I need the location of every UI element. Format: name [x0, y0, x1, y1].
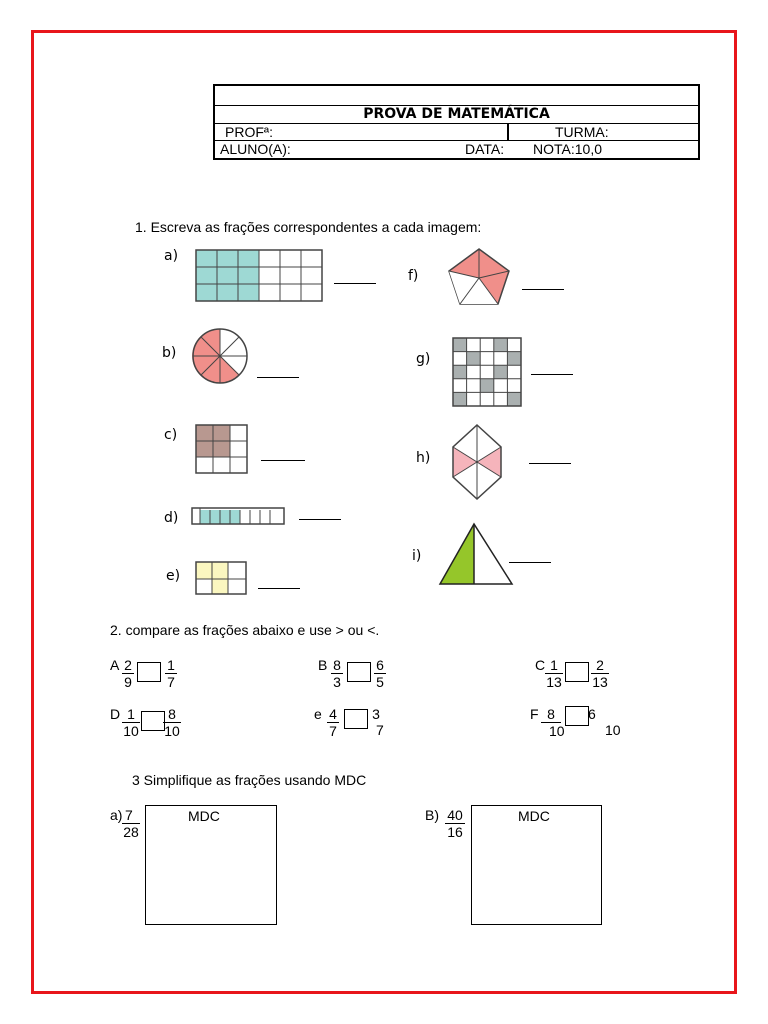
numerator: 7	[125, 807, 133, 823]
aluno-label: ALUNO(A):	[220, 141, 291, 157]
compare-d-letter: D	[110, 706, 121, 722]
compare-f-letter: F	[530, 706, 539, 722]
numerator: 8	[331, 657, 343, 674]
label-f: f)	[408, 268, 419, 284]
simplify-b-letter: B)	[425, 807, 439, 823]
figure-i-triangle	[440, 524, 512, 584]
figure-h-hexagon	[453, 425, 501, 499]
label-b: b)	[162, 345, 177, 361]
header-aluno-row	[215, 140, 698, 158]
compare-f-right-fraction	[588, 706, 624, 738]
denominator: 5	[376, 674, 384, 690]
compare-b-right-fraction	[374, 657, 386, 690]
label-e: e)	[166, 568, 181, 584]
label-c: c)	[164, 427, 178, 443]
compare-e-letter: e	[314, 706, 322, 722]
figure-e-grid	[196, 562, 246, 594]
answer-line-b[interactable]	[257, 377, 299, 378]
figure-b-circle	[192, 329, 247, 383]
numerator: 6	[588, 706, 596, 722]
denominator: 13	[592, 674, 608, 690]
compare-a-answer-box[interactable]	[137, 662, 161, 682]
q1-figures-panel	[150, 238, 576, 604]
compare-e-left-fraction	[327, 706, 339, 739]
label-i: i)	[412, 548, 422, 564]
answer-line-c[interactable]	[261, 460, 305, 461]
numerator: 3	[372, 706, 380, 722]
denominator: 7	[167, 674, 175, 690]
compare-b-letter: B	[318, 657, 328, 673]
numerator: 2	[122, 657, 134, 674]
numerator: 40	[445, 807, 465, 824]
answer-line-g[interactable]	[531, 374, 573, 375]
figure-c-grid	[196, 425, 247, 473]
denominator: 10	[549, 723, 565, 739]
compare-b-left-fraction	[331, 657, 343, 690]
simplify-a-fraction	[122, 807, 140, 840]
numerator: 6	[374, 657, 386, 674]
compare-d-right-fraction	[163, 706, 181, 739]
q3-instruction: 3 Simplifique as frações usando MDC	[132, 772, 367, 788]
answer-line-d[interactable]	[299, 519, 341, 520]
q2-instruction: 2. compare as frações abaixo e use > ou <.	[110, 622, 380, 638]
figure-g-grid	[453, 338, 521, 406]
exam-header-table	[213, 84, 700, 160]
label-h: h)	[416, 450, 431, 466]
answer-line-f[interactable]	[522, 289, 564, 290]
numerator: 2	[591, 657, 609, 674]
header-blank-row	[215, 86, 698, 106]
mdc-label: MDC	[518, 808, 550, 824]
denominator: 28	[123, 824, 139, 840]
compare-c-answer-box[interactable]	[565, 662, 589, 682]
compare-e-right-fraction	[369, 706, 383, 738]
denominator: 7	[376, 722, 384, 738]
figure-d-bar	[192, 508, 284, 524]
header-separator	[507, 123, 509, 140]
label-g: g)	[416, 351, 431, 367]
compare-b-answer-box[interactable]	[347, 662, 371, 682]
header-title-row	[215, 105, 698, 124]
denominator: 10	[123, 723, 139, 739]
numerator: 1	[165, 657, 177, 674]
compare-c-right-fraction	[591, 657, 609, 690]
compare-c-left-fraction	[545, 657, 563, 690]
denominator: 3	[333, 674, 341, 690]
q1-instruction: 1. Escreva as frações correspondentes a cada imagem:	[135, 219, 482, 235]
prof-label: PROFª:	[225, 124, 273, 140]
label-a: a)	[164, 248, 179, 264]
answer-line-i[interactable]	[509, 562, 551, 563]
compare-e-answer-box[interactable]	[344, 709, 368, 729]
simplify-b-fraction	[445, 807, 465, 840]
answer-line-e[interactable]	[258, 588, 300, 589]
q1-figures-svg	[150, 238, 576, 604]
compare-a-letter: A	[110, 657, 120, 673]
compare-f-left-fraction	[541, 706, 565, 739]
numerator: 4	[327, 706, 339, 723]
numerator: 1	[122, 706, 140, 723]
denominator: 10	[605, 722, 621, 738]
mdc-label: MDC	[188, 808, 220, 824]
compare-d-left-fraction	[122, 706, 140, 739]
exam-title: PROVA DE MATEMÁTICA	[363, 106, 550, 122]
numerator: 8	[163, 706, 181, 723]
label-d: d)	[164, 510, 179, 526]
compare-a-right-fraction	[165, 657, 177, 690]
denominator: 10	[164, 723, 180, 739]
simplify-a-letter: a)	[110, 807, 123, 823]
mdc-box-a[interactable]	[145, 805, 277, 925]
mdc-box-b[interactable]	[471, 805, 602, 925]
compare-d-answer-box[interactable]	[141, 711, 165, 731]
answer-line-h[interactable]	[529, 463, 571, 464]
denominator: 13	[546, 674, 562, 690]
figure-f-pentagon	[449, 249, 509, 304]
header-prof-row	[215, 123, 698, 141]
data-label: DATA:	[465, 141, 505, 157]
compare-c-letter: C	[535, 657, 546, 673]
answer-line-a[interactable]	[334, 283, 376, 284]
compare-f-answer-box[interactable]	[565, 706, 589, 726]
figure-a-grid	[196, 250, 322, 301]
denominator: 7	[329, 723, 337, 739]
nota-label: NOTA:10,0	[533, 141, 602, 157]
denominator: 16	[447, 824, 463, 840]
denominator: 9	[124, 674, 132, 690]
compare-a-left-fraction	[122, 657, 134, 690]
numerator: 1	[545, 657, 563, 674]
numerator: 8	[541, 706, 561, 723]
turma-label: TURMA:	[555, 124, 609, 140]
